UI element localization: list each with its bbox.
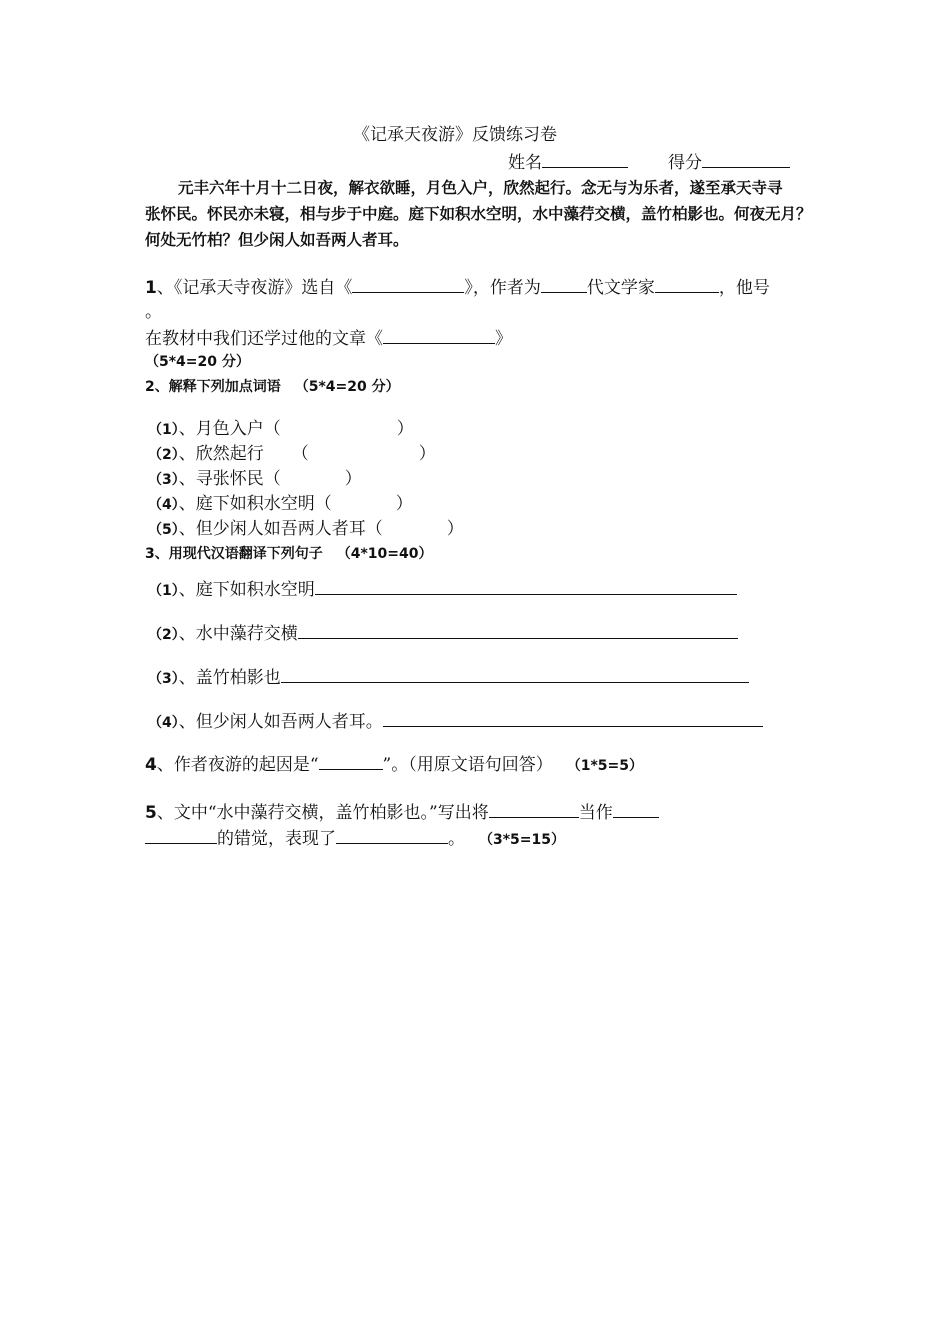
q3-item-1-text: 、庭下如积水空明	[178, 580, 315, 600]
question-3-heading: 3、用现代汉语翻译下列句子	[145, 546, 323, 562]
score-field[interactable]	[702, 150, 790, 168]
q2-item-5-number: （5）	[148, 522, 179, 538]
q2-item-5-text: 、但少闲人如吾两人者耳（	[178, 519, 383, 539]
q3-item-1	[148, 577, 737, 602]
q2-item-4-text: 、庭下如积水空明（	[178, 494, 332, 514]
question-1-score: （5*4=20 分）	[145, 354, 250, 370]
q2-item-3-text: 、寻张怀民（	[178, 469, 281, 489]
question-1-line-3-b: 》	[495, 329, 512, 349]
q2-item-1-close: ）	[396, 419, 414, 439]
question-5-text-b: 当作	[578, 803, 613, 823]
q3-item-3	[148, 665, 749, 690]
question-3-score: （4*10=40）	[336, 546, 433, 562]
q2-item-3-close: ）	[344, 469, 362, 489]
question-4-number: 4	[145, 755, 157, 775]
passage-line-3: 何处无竹柏？但少闲人如吾两人者耳。	[145, 230, 409, 249]
question-5-number: 5	[145, 803, 157, 823]
passage-line-2: 张怀民。怀民亦未寝，相与步于中庭。庭下如积水空明，水中藻荇交横，盖竹柏影也。何夜无月？	[145, 204, 812, 223]
q2-item-3-number: （3）	[148, 472, 179, 488]
question-5-line-2	[145, 826, 565, 851]
question-1-text-c: 代文学家	[586, 278, 655, 298]
question-5-text-a: 、文中“水中藻荇交横，盖竹柏影也。”写出将	[156, 803, 489, 823]
q3-item-2-answer-line[interactable]	[298, 621, 738, 639]
question-5-text-d: 。	[448, 829, 465, 849]
name-label: 姓名	[508, 153, 542, 173]
question-4-text-a: 、作者夜游的起因是“	[156, 755, 319, 775]
q3-item-3-answer-line[interactable]	[281, 665, 749, 683]
question-1-line-3	[145, 326, 512, 350]
question-4-text-b: ”。（用原文语句回答）	[382, 755, 553, 775]
q2-item-5-close: ）	[446, 519, 464, 539]
question-4	[145, 752, 643, 777]
passage-line-1: 元丰六年十月十二日夜，解衣欲睡，月色入户，欣然起行。念无与为乐者，遂至承天寺寻	[178, 178, 783, 197]
question-3-heading-row	[145, 542, 433, 565]
q3-item-4-text: 、但少闲人如吾两人者耳。	[178, 712, 383, 732]
q1-source-blank[interactable]	[352, 275, 464, 293]
q3-item-3-number: （3）	[148, 671, 179, 687]
q1-dynasty-blank[interactable]	[541, 275, 587, 293]
question-5-score: （3*5=15）	[479, 832, 566, 848]
q1-article-blank[interactable]	[383, 326, 495, 344]
q3-item-4-number: （4）	[148, 715, 179, 731]
q2-item-1-number: （1）	[148, 422, 179, 438]
q2-item-5	[148, 518, 464, 541]
q1-author-blank[interactable]	[655, 275, 719, 293]
question-1-text-d: ，他号	[718, 278, 770, 298]
question-2-heading-row	[145, 375, 400, 398]
q2-item-2-open: （	[291, 444, 309, 464]
question-1-number: 1	[145, 278, 157, 298]
q5-blank-3[interactable]	[336, 826, 448, 844]
q2-item-4	[148, 493, 413, 516]
q3-item-4-answer-line[interactable]	[383, 709, 763, 727]
name-score-row	[508, 150, 790, 174]
question-5	[145, 800, 659, 824]
q3-item-1-number: （1）	[148, 583, 179, 599]
question-4-score: （1*5=5）	[566, 758, 644, 774]
q3-item-2-text: 、水中藻荇交横	[178, 624, 298, 644]
q5-blank-1[interactable]	[489, 800, 579, 818]
q2-item-2-close: ）	[418, 444, 436, 464]
name-field[interactable]	[542, 150, 628, 168]
question-2-score: （5*4=20 分）	[294, 379, 400, 395]
question-1	[145, 275, 770, 299]
question-5-text-c: 的错觉，表现了	[217, 829, 336, 849]
q2-item-2	[148, 443, 436, 466]
q2-item-3	[148, 468, 362, 491]
q3-item-1-answer-line[interactable]	[315, 577, 737, 595]
score-label: 得分	[668, 153, 702, 173]
q3-item-2-number: （2）	[148, 627, 179, 643]
q2-item-1	[148, 418, 414, 441]
q2-item-4-close: ）	[395, 494, 413, 514]
question-1-text-a: 、《记承天寺夜游》选自《	[156, 278, 353, 298]
question-2-heading: 2、解释下列加点词语	[145, 379, 281, 395]
q2-item-2-number: （2）	[148, 447, 179, 463]
q2-item-4-number: （4）	[148, 497, 179, 513]
q3-item-4	[148, 709, 763, 734]
q5-blank-2a[interactable]	[613, 800, 659, 818]
question-1-text-b: 》，作者为	[464, 278, 541, 298]
q2-item-1-text: 、月色入户（	[178, 419, 281, 439]
page-title: 《记承天夜游》反馈练习卷	[353, 125, 557, 145]
question-1-line-3-a: 在教材中我们还学过他的文章《	[145, 329, 383, 349]
q3-item-2	[148, 621, 738, 646]
q3-item-3-text: 、盖竹柏影也	[178, 668, 281, 688]
question-1-line-2: 。	[145, 302, 162, 322]
q5-blank-2b[interactable]	[145, 826, 217, 844]
q4-answer-blank[interactable]	[319, 752, 383, 770]
q2-item-2-text: 、欣然起行	[178, 444, 264, 464]
